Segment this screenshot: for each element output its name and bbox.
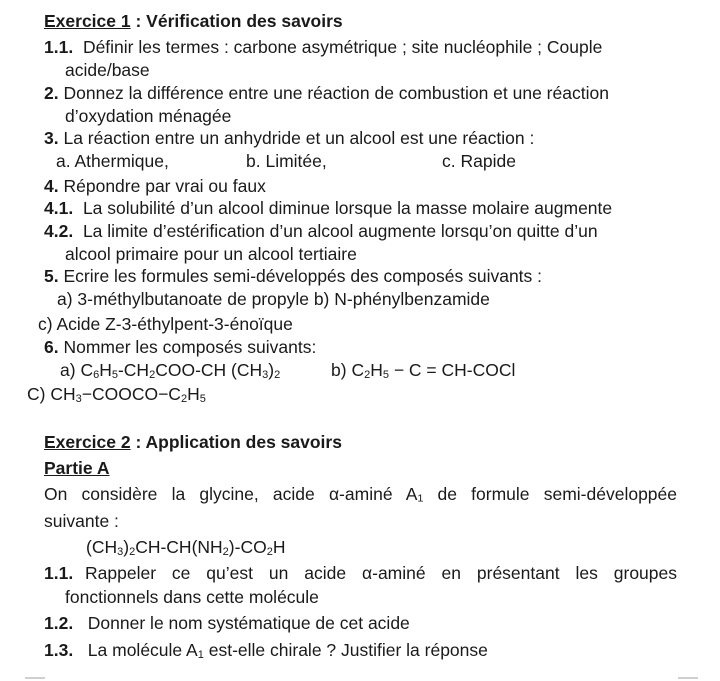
- title-separator: :: [130, 432, 146, 452]
- question-3-option-a: a. Athermique,: [56, 151, 169, 171]
- item-prefix: a): [60, 360, 81, 380]
- intro-line-2: suivante :: [44, 511, 119, 531]
- question-text: Répondre par vrai ou faux: [63, 176, 266, 196]
- question-number: 5.: [44, 266, 59, 286]
- question-text: La limite d’estérification d’un alcool augmente lorsqu’on quitte d’un: [82, 221, 598, 241]
- question-text: Donnez la différence entre une réaction de combustion et une réaction: [63, 83, 609, 103]
- question-number: 1.3.: [44, 640, 74, 660]
- exercise1-title: [44, 10, 343, 32]
- question-text: Nommer les composés suivants:: [63, 337, 317, 357]
- question-text: Rappeler ce qu’est un acide α-aminé en présentant les groupes: [85, 563, 677, 583]
- question-4: [44, 175, 266, 197]
- question-text: Ecrire les formules semi-développés des composés suivants :: [63, 266, 543, 286]
- formula-b: $C_2H_5 - C$ = CH-COCl: [351, 360, 516, 381]
- question-number: 4.1.: [44, 198, 74, 218]
- intro-line-1: On considère la glycine, acide α-aminé A₁ de formule semi-développée: [44, 484, 677, 504]
- question-text: Donner le nom systématique de cet acide: [87, 613, 410, 633]
- question-text-rest: est-elle chirale ? Justifier la réponse: [203, 640, 488, 660]
- question-number: 2.: [44, 83, 59, 103]
- question-1-1: [44, 36, 602, 58]
- formula-c: $CH_3-COOCO-C_2H_5$: [50, 384, 206, 405]
- glycine-formula: $(CH_3)_2CH-CH(NH_2)-CO_2H$: [86, 537, 286, 558]
- part-a-question-1-3: [44, 639, 488, 661]
- question-4-1: [44, 197, 612, 219]
- part-a-question-1-1-continuation: fonctionnels dans cette molécule: [65, 587, 319, 607]
- part-a-question-1-2: [44, 612, 410, 634]
- exercise2-label: Exercice 2: [44, 432, 131, 452]
- question-number: 3.: [44, 128, 59, 148]
- item-prefix: C): [27, 384, 51, 404]
- item-prefix: b): [331, 360, 352, 380]
- question-number: 1.1.: [44, 37, 74, 57]
- question-5: [44, 265, 542, 287]
- question-2-continuation: d’oxydation ménagée: [65, 106, 232, 126]
- part-a-heading: Partie A: [44, 458, 110, 478]
- question-text: La solubilité d’un alcool diminue lorsque la masse molaire augmente: [82, 198, 613, 218]
- page-corner-mark-left: [25, 677, 45, 679]
- question-2: [44, 82, 609, 104]
- exercise2-title: [44, 431, 342, 453]
- question-number: 4.2.: [44, 221, 74, 241]
- question-text: La réaction entre un anhydride et un alcool est une réaction :: [63, 128, 535, 148]
- question-number: 1.2.: [44, 613, 74, 633]
- title-separator: :: [130, 11, 147, 31]
- page-corner-mark-right: [678, 677, 698, 679]
- question-number: 6.: [44, 337, 59, 357]
- exercise1-title-text: Vérification des savoirs: [146, 11, 343, 31]
- question-3-option-c: c. Rapide: [442, 151, 516, 171]
- subscript: 1: [197, 649, 204, 661]
- question-text: Définir les termes : carbone asymétrique ; site nucléophile ; Couple: [82, 37, 603, 57]
- question-4-2-continuation: alcool primaire pour un alcool tertiaire: [65, 244, 357, 264]
- question-6-item-c: [27, 383, 206, 405]
- question-number: 1.1.: [44, 563, 74, 583]
- part-a-question-1-1: [44, 562, 677, 584]
- exercise2-title-text: Application des savoirs: [145, 432, 342, 452]
- question-5-items-ab: a) 3-méthylbutanoate de propyle b) N-phénylbenzamide: [57, 289, 490, 309]
- question-text: La molécule A: [87, 640, 198, 660]
- question-number: 4.: [44, 176, 59, 196]
- question-3-option-b: b. Limitée,: [246, 151, 327, 171]
- question-3: [44, 127, 534, 149]
- question-4-2: [44, 220, 598, 242]
- question-6-item-b: [331, 359, 515, 381]
- formula-a: $C_6H_5-CH_2COO-CH$ $(CH_3)_2$: [80, 360, 281, 381]
- question-1-1-continuation: acide/base: [65, 60, 150, 80]
- question-5-item-c: c) Acide Z-3-éthylpent-3-énoïque: [38, 314, 293, 334]
- question-6-item-a: [60, 359, 280, 381]
- question-6: [44, 336, 316, 358]
- exercise1-label: Exercice 1: [44, 11, 131, 31]
